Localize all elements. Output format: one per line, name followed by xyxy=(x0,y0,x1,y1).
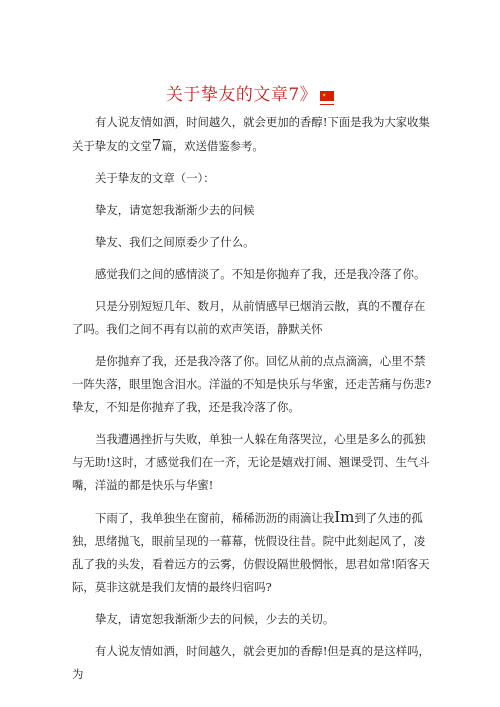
paragraph: 关于挚友的文章（一）： xyxy=(95,171,215,185)
paragraph-text: 有人说友情如酒，时间越久，就会更加的香醇!下面是我为大家收集关于挚友的文堂 xyxy=(72,115,430,153)
paragraph: 只是分别短短几年、数月，从前情感早已烟消云散，真的不覆存在了吗。我们之间不再有以前的欢声笑语，静默关怀 xyxy=(72,299,426,336)
paragraph: 当我遭遇挫折与失败，单独一人躲在角落哭泣，心里是多么的孤独与无助!这时，才感觉我们在一齐，无论是嬉戏打闹、翘课受罚、生气斗嘴，洋溢的都是快乐与华蜜! xyxy=(72,432,430,492)
paragraph-text: 篇，欢送借鉴参考。 xyxy=(161,139,264,153)
article-body xyxy=(72,111,432,695)
title-row xyxy=(0,80,500,105)
paragraph xyxy=(72,111,432,158)
paragraph-large-text: 7 xyxy=(151,136,162,154)
paragraph-text: 到了久违的孤独，思绪抛飞，眼前呈现的一幕幕，恍假设往昔。院中此刻起风了，凌乱了我的头发，看着远方的云雾，仿假设隔世般惘怅，思君如常!陌客天际，莫非这就是我们友情的最终归宿吗? xyxy=(72,511,430,594)
flag-underline xyxy=(320,104,334,105)
paragraph: 挚友，请宽恕我渐渐少去的问候，少去的关切。 xyxy=(95,612,335,626)
page-title: 关于挚友的文章7》 xyxy=(165,85,318,105)
paragraph: 是你抛弃了我，还是我冷落了你。回忆从前的点点滴滴，心里不禁一阵失落，眼里饱含泪水。洋溢的不知是快乐与华蜜，还走苦痛与伤悲?挚友，不知是你抛弃了我，还是我冷落了你。 xyxy=(72,354,432,414)
paragraph: 有人说友情如酒，时间越久，就会更加的香醇!但是真的是这样吗，为 xyxy=(72,644,430,681)
paragraph-large-text: Im xyxy=(334,508,355,526)
paragraph: 感觉我们之间的感情淡了。不知是你抛弃了我，还是我冷落了你。 xyxy=(95,267,426,281)
paragraph xyxy=(72,506,432,599)
paragraph-text: 下雨了，我单独坐在窗前，稀稀沥沥的雨滴让我 xyxy=(95,511,335,525)
paragraph: 挚友，请宽恕我渐渐少去的问候 xyxy=(95,203,255,217)
paragraph: 挚友、我们之间原委少了什么。 xyxy=(95,235,255,249)
china-flag-icon xyxy=(320,91,334,101)
